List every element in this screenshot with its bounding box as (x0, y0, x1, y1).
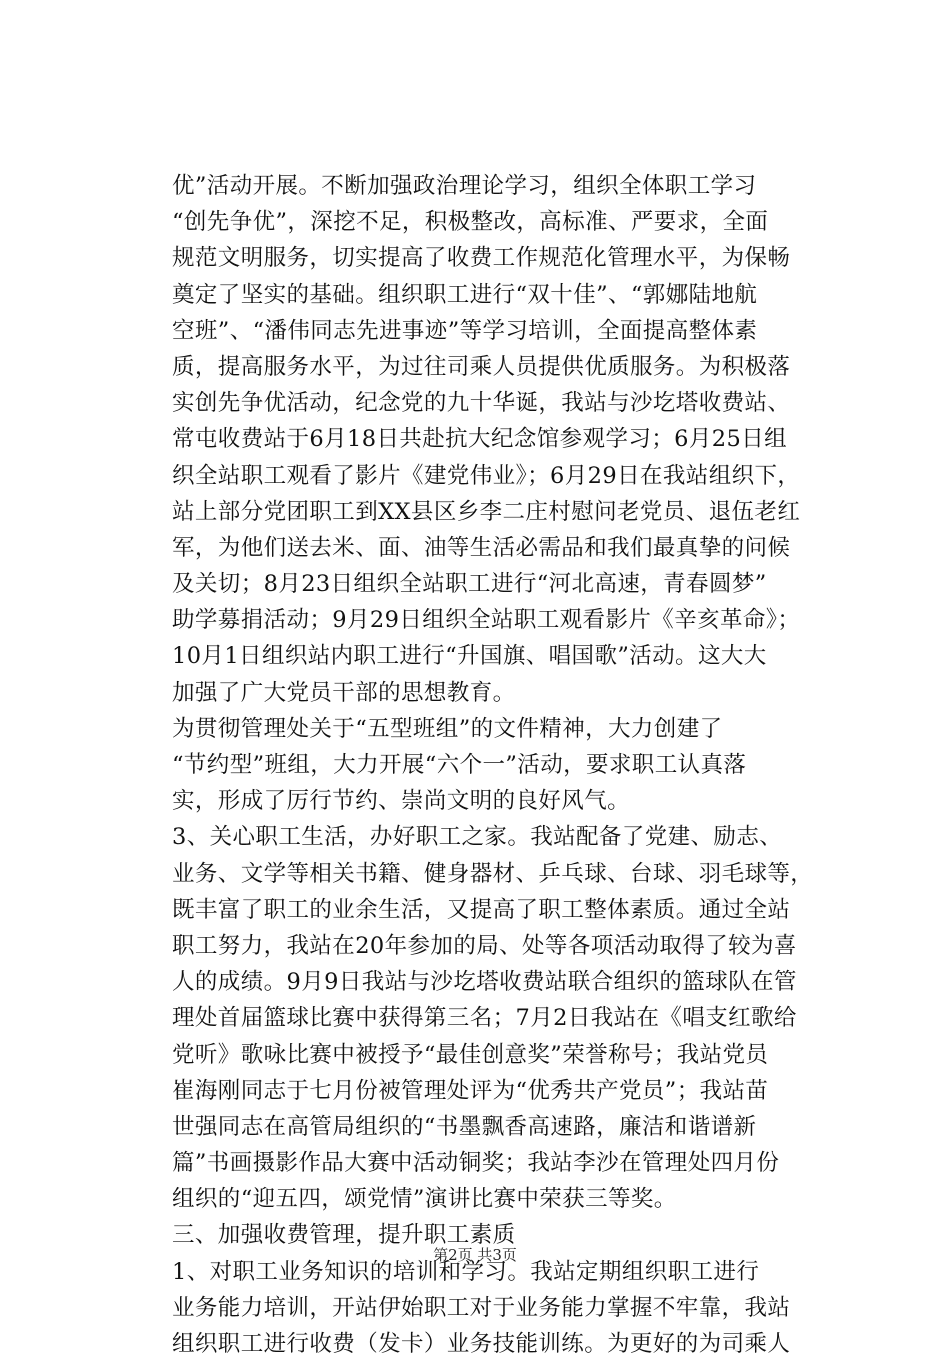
text-line: 军，为他们送去米、面、油等生活必需品和我们最真挚的问候 (172, 534, 791, 561)
text-line: 为贯彻管理处关于“五型班组”的文件精神，大力创建了 (172, 715, 723, 742)
text-line: 世强同志在高管局组织的“书墨飘香高速路，廉洁和谐谱新 (172, 1113, 757, 1140)
text-line: 规范文明服务，切实提高了收费工作规范化管理水平，为保畅 (172, 245, 791, 272)
text-line: 实，形成了厉行节约、崇尚文明的良好风气。 (172, 788, 631, 815)
text-line: 党听》歌咏比赛中被授予“最佳创意奖”荣誉称号；我站党员 (172, 1041, 769, 1068)
text-line: 10月1日组织站内职工进行“升国旗、唱国歌”活动。这大大 (172, 643, 767, 670)
text-line: 组织的“迎五四，颂党情”演讲比赛中荣获三等奖。 (172, 1186, 677, 1213)
text-line: 3、关心职工生活，办好职工之家。我站配备了党建、励志、 (172, 824, 783, 851)
text-line: 职工努力，我站在20年参加的局、处等各项活动取得了较为喜 (172, 932, 797, 959)
text-line: 篇”书画摄影作品大赛中活动铜奖；我站李沙在管理处四月份 (172, 1150, 780, 1177)
text-line: 崔海刚同志于七月份被管理处评为“优秀共产党员”；我站苗 (172, 1077, 769, 1104)
text-line: “节约型”班组，大力开展“六个一”活动，要求职工认真落 (172, 752, 747, 778)
text-line: 常屯收费站于6月18日共赴抗大纪念馆参观学习；6月25日组 (172, 426, 787, 453)
text-line: 人的成绩。9月9日我站与沙圪塔收费站联合组织的篮球队在管 (172, 969, 797, 996)
text-line: 组织职工进行收费（发卡）业务技能训练。为更好的为司乘人 (172, 1331, 791, 1357)
text-line: 业务、文学等相关书籍、健身器材、乒乓球、台球、羽毛球等， (172, 860, 814, 887)
text-line: 业务能力培训，开站伊始职工对于业务能力掌握不牢靠，我站 (172, 1294, 791, 1321)
text-line: 既丰富了职工的业余生活，又提高了职工整体素质。通过全站 (172, 896, 791, 923)
text-line: 加强了广大党员干部的思想教育。 (172, 679, 516, 706)
text-line: 站上部分党团职工到XX县区乡李二庄村慰问老党员、退伍老红 (172, 498, 801, 525)
text-line: 奠定了坚实的基础。组织职工进行“双十佳”、“郭娜陆地航 (172, 281, 758, 308)
text-line: 1、对职工业务知识的培训和学习。我站定期组织职工进行 (172, 1258, 760, 1285)
text-line: 织全站职工观看了影片《建党伟业》；6月29日在我站组织下， (172, 462, 801, 489)
text-line: 理处首届篮球比赛中获得第三名；7月2日我站在《唱支红歌给 (172, 1005, 797, 1032)
text-line: 实创先争优活动，纪念党的九十华诞，我站与沙圪塔收费站、 (172, 390, 791, 417)
text-line: 质，提高服务水平，为过往司乘人员提供优质服务。为积极落 (172, 353, 791, 380)
text-line: “创先争优”，深挖不足，积极整改，高标准、严要求，全面 (172, 209, 769, 236)
document-body (172, 168, 832, 1362)
page-footer: 第2页 共3页 (433, 1246, 517, 1264)
text-line: 助学募捐活动；9月29日组织全站职工观看影片《辛亥革命》； (172, 607, 801, 634)
text-line: 空班”、“潘伟同志先进事迹”等学习培训，全面提高整体素 (172, 317, 758, 344)
text-line: 优”活动开展。不断加强政治理论学习，组织全体职工学习 (172, 173, 757, 199)
text-line: 及关切；8月23日组织全站职工进行“河北高速，青春圆梦” (172, 571, 767, 598)
text-line: 三、加强收费管理，提升职工素质 (172, 1222, 516, 1249)
